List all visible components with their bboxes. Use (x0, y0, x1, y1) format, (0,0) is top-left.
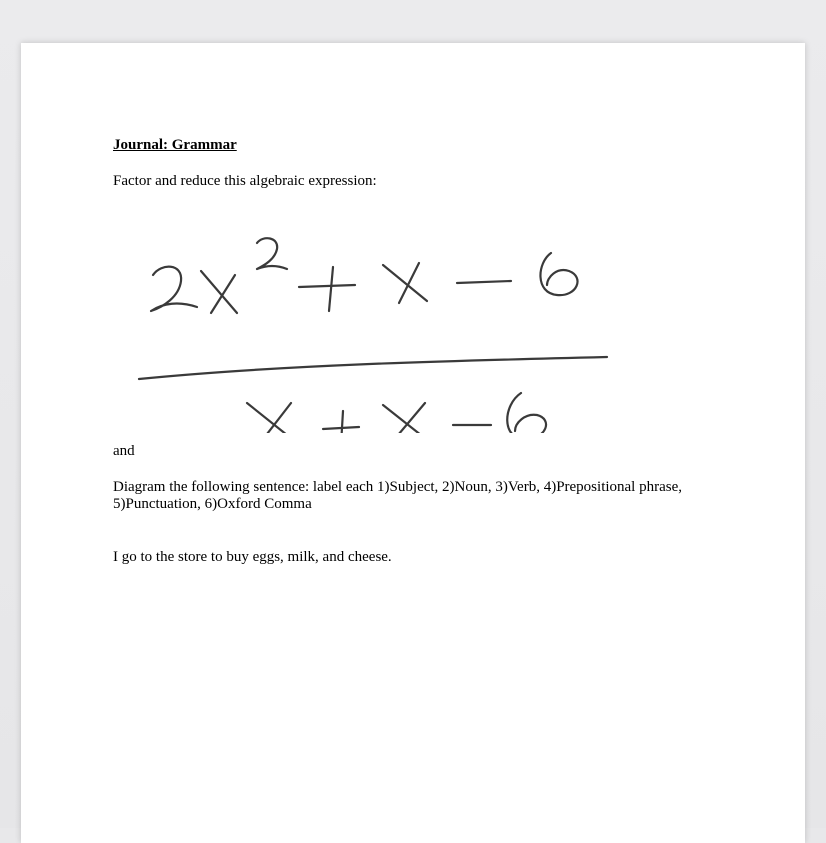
handwritten-denominator (247, 393, 546, 433)
factor-prompt: Factor and reduce this algebraic expression: (113, 173, 377, 189)
handwritten-numerator (151, 238, 578, 313)
connector-text: and (113, 443, 135, 459)
example-sentence: I go to the store to buy eggs, milk, and cheese. (113, 549, 392, 565)
diagram-instructions: Diagram the following sentence: label each 1)Subject, 2)Noun, 3)Verb, 4)Prepositional phrase, 5)Punctuation, 6)Oxford Comma (113, 479, 682, 512)
handwritten-fraction-bar (139, 357, 607, 379)
handwritten-fraction (101, 193, 621, 433)
document-page (21, 43, 805, 843)
page-title: Journal: Grammar (113, 137, 237, 153)
